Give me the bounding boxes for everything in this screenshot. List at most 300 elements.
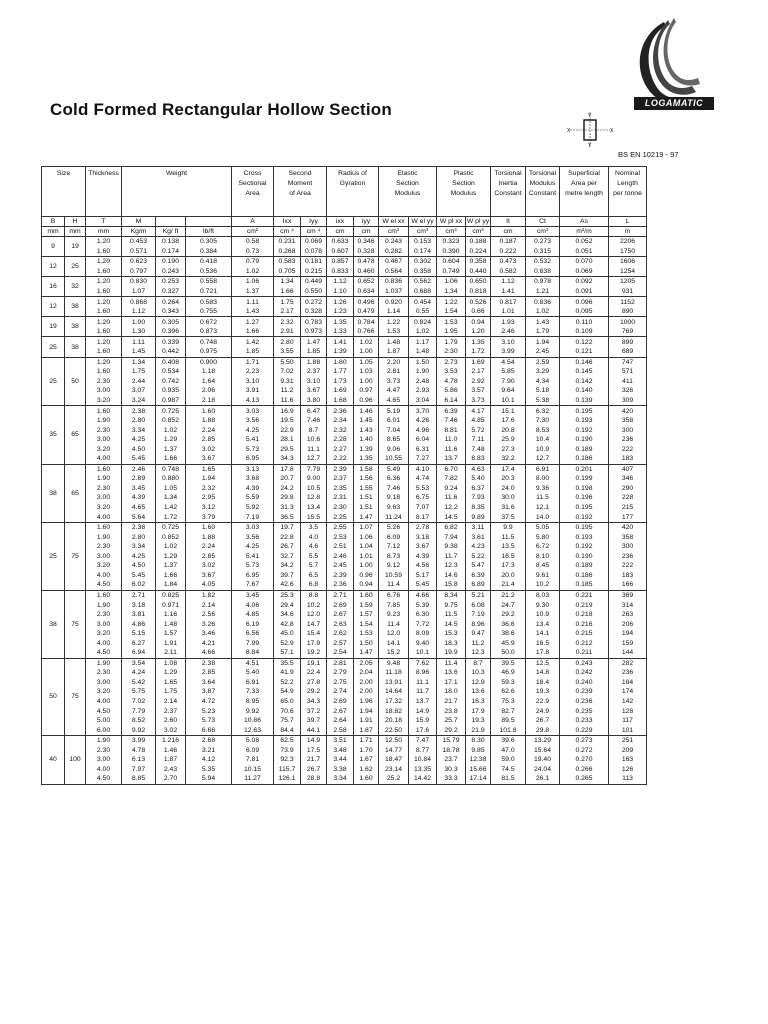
table-cell: 82.7 (491, 706, 526, 716)
table-cell: 113 (609, 774, 647, 784)
table-cell: 2.36 (327, 580, 354, 590)
table-cell: 14.9 (409, 706, 437, 716)
table-cell: 0.825 (156, 590, 186, 600)
table-cell: 0.453 (122, 237, 156, 247)
table-cell: 7.46 (437, 416, 466, 426)
table-cell: 3.20 (86, 687, 122, 697)
table-cell: 17.8 (274, 464, 301, 474)
table-cell: 0.193 (560, 416, 609, 426)
table-cell: 3.48 (327, 745, 354, 755)
table-cell: 0.783 (301, 317, 327, 327)
table-cell: 4.0 (301, 532, 327, 542)
table-cell: 5.92 (232, 503, 274, 513)
table-cell: 0.571 (122, 247, 156, 257)
table-cell: 117 (609, 716, 647, 726)
table-cell: 1.88 (186, 532, 232, 542)
table-cell: 4.74 (409, 474, 437, 484)
table-cell: 54.9 (274, 687, 301, 697)
table-row (42, 484, 647, 494)
table-cell: 10.4 (526, 435, 560, 445)
table-cell: 1.04 (354, 542, 379, 552)
size-b-cell: 50 (42, 658, 65, 735)
table-cell: 3.20 (86, 396, 122, 406)
table-cell: 5.45 (409, 580, 437, 590)
table-cell: 10.3 (466, 668, 491, 678)
table-cell: 44.1 (301, 725, 327, 735)
table-cell: 1.90 (86, 532, 122, 542)
table-cell: 228 (609, 493, 647, 503)
table-row (42, 706, 647, 716)
table-cell: 1.14 (379, 307, 409, 317)
table-cell: 1.37 (232, 287, 274, 297)
table-cell: 17.6 (491, 416, 526, 426)
symbol-cell: W pl yy (466, 218, 490, 225)
table-cell: 2.59 (526, 357, 560, 367)
table-cell: 2.46 (122, 464, 156, 474)
table-cell: 115.7 (274, 765, 301, 775)
table-cell: 20.8 (491, 425, 526, 435)
table-cell: 1.73 (327, 377, 354, 387)
symbol-cell: W el xx (379, 217, 409, 227)
table-cell: 9.36 (526, 484, 560, 494)
table-cell: 3.61 (466, 532, 491, 542)
table-cell: 10.2 (526, 580, 560, 590)
table-cell: 18.47 (379, 755, 409, 765)
size-h-cell: 38 (65, 317, 86, 337)
table-cell: 2.24 (186, 542, 232, 552)
table-cell: 1.11 (232, 297, 274, 307)
table-cell: 2.04 (354, 668, 379, 678)
table-cell: 0.215 (560, 629, 609, 639)
table-cell: 1.22 (379, 317, 409, 327)
symbol-cell: W el yy (409, 217, 437, 227)
table-cell: 10.59 (379, 571, 409, 581)
table-cell: 1.35 (466, 337, 491, 347)
table-cell: 5.38 (526, 396, 560, 406)
table-cell: 4.24 (122, 668, 156, 678)
table-cell: 4.50 (86, 648, 122, 658)
table-cell: 15.64 (526, 745, 560, 755)
table-cell: 10.1 (491, 396, 526, 406)
symbol-cell (156, 217, 186, 227)
table-cell: 1.41 (491, 287, 526, 297)
table-cell: 0.418 (186, 257, 232, 267)
table-cell: 62.5 (274, 735, 301, 745)
table-cell: 7.85 (379, 600, 409, 610)
table-row (42, 619, 647, 629)
table-cell: 6.72 (526, 542, 560, 552)
table-cell: 1.58 (354, 464, 379, 474)
table-cell: 2.71 (122, 590, 156, 600)
table-cell: 4.96 (409, 425, 437, 435)
table-cell: 1.29 (156, 668, 186, 678)
table-cell: 21.9 (466, 725, 491, 735)
table-row (42, 425, 647, 435)
table-cell: 1.50 (354, 638, 379, 648)
symbol-cell: L (609, 217, 647, 227)
table-cell: 1.35 (354, 454, 379, 464)
table-cell: 3.24 (122, 396, 156, 406)
table-cell: 1.88 (186, 416, 232, 426)
table-row (42, 377, 647, 387)
table-cell: 2.57 (327, 638, 354, 648)
section-label-x-left: X (567, 128, 571, 134)
table-cell: 3.73 (466, 396, 491, 406)
table-cell: 0.233 (560, 716, 609, 726)
table-cell: 0.211 (560, 648, 609, 658)
table-cell: 166 (609, 580, 647, 590)
table-cell: 9.00 (301, 474, 327, 484)
table-cell: 0.94 (466, 317, 491, 327)
table-cell: 21.2 (491, 590, 526, 600)
size-h-cell: 32 (65, 277, 86, 297)
table-cell: 5.00 (86, 716, 122, 726)
table-cell: 39.5 (491, 658, 526, 668)
table-cell: 4.00 (86, 571, 122, 581)
table-cell: 3.70 (409, 406, 437, 416)
table-cell: 18.3 (437, 638, 466, 648)
table-cell: 9.12 (379, 561, 409, 571)
table-cell: 3.34 (327, 774, 354, 784)
table-cell: 0.748 (186, 337, 232, 347)
table-cell: 17.8 (526, 648, 560, 658)
table-cell: 0.195 (560, 406, 609, 416)
table-cell: 4.25 (122, 552, 156, 562)
table-cell: 17.3 (491, 561, 526, 571)
table-cell: 12.5 (526, 658, 560, 668)
table-cell: 0.219 (560, 600, 609, 610)
table-cell: 689 (609, 347, 647, 357)
table-cell: 3.21 (186, 745, 232, 755)
table-cell: 0.742 (156, 377, 186, 387)
table-cell: 3.73 (379, 377, 409, 387)
unit-cell: m (609, 227, 647, 237)
table-cell: 1.05 (156, 484, 186, 494)
table-cell: 0.221 (560, 590, 609, 600)
table-cell: 2.30 (86, 668, 122, 678)
table-cell: 6.56 (232, 629, 274, 639)
table-cell: 59.3 (491, 678, 526, 688)
table-cell: 0.242 (560, 668, 609, 678)
header-second-moment: Second Moment of Area (274, 167, 327, 217)
table-cell: 13.7 (409, 697, 437, 707)
table-cell: 5.21 (466, 590, 491, 600)
table-cell: 1.72 (156, 512, 186, 522)
table-cell: 0.190 (156, 257, 186, 267)
table-cell: 7.82 (437, 474, 466, 484)
size-h-cell: 75 (65, 522, 86, 590)
table-cell: 25.3 (274, 590, 301, 600)
table-cell: 6.04 (409, 435, 437, 445)
table-cell: 1.47 (301, 337, 327, 347)
table-cell: 0.836 (379, 277, 409, 287)
table-cell: 4.13 (232, 396, 274, 406)
table-cell: 20.7 (274, 474, 301, 484)
size-b-cell: 40 (42, 735, 65, 784)
table-cell: 33.3 (437, 774, 466, 784)
table-cell: 25.2 (379, 774, 409, 784)
table-cell: 13.91 (379, 678, 409, 688)
table-cell: 0.121 (560, 347, 609, 357)
table-cell: 1.64 (186, 377, 232, 387)
table-cell: 1.80 (327, 357, 354, 367)
table-cell: 0.188 (466, 237, 491, 247)
table-cell: 0.070 (560, 257, 609, 267)
table-cell: 10.2 (301, 600, 327, 610)
table-cell: 2.20 (379, 357, 409, 367)
table-cell: 163 (609, 755, 647, 765)
table-cell: 4.54 (491, 357, 526, 367)
table-cell: 11.5 (526, 493, 560, 503)
table-row (42, 474, 647, 484)
size-h-cell: 19 (65, 237, 86, 257)
table-cell: 3.03 (232, 406, 274, 416)
table-cell: 57.1 (274, 648, 301, 658)
table-cell: 7.99 (232, 638, 274, 648)
table-cell: 4.50 (122, 444, 156, 454)
table-cell: 0.749 (437, 267, 466, 277)
table-cell: 890 (609, 307, 647, 317)
table-cell: 8.77 (409, 745, 437, 755)
table-cell: 16.3 (466, 697, 491, 707)
table-row (42, 580, 647, 590)
table-cell: 9.18 (379, 493, 409, 503)
table-cell: 11.2 (274, 386, 301, 396)
table-cell: 0.868 (122, 297, 156, 307)
table-cell: 1.26 (327, 297, 354, 307)
table-cell: 1.00 (354, 377, 379, 387)
table-cell: 4.65 (122, 503, 156, 513)
table-cell: 17.5 (301, 745, 327, 755)
table-cell: 24.0 (491, 484, 526, 494)
table-cell: 0.766 (354, 327, 379, 337)
table-cell: 4.17 (466, 406, 491, 416)
table-row (42, 493, 647, 503)
table-cell: 1.90 (86, 416, 122, 426)
table-cell: 70.6 (274, 706, 301, 716)
table-cell: 5.73 (232, 444, 274, 454)
table-cell: 0.190 (560, 552, 609, 562)
table-cell: 2.05 (354, 658, 379, 668)
size-h-cell: 65 (65, 464, 86, 522)
table-cell: 1.21 (526, 287, 560, 297)
table-cell: 1.17 (409, 337, 437, 347)
table-cell: 4.12 (186, 755, 232, 765)
table-cell: 5.86 (437, 386, 466, 396)
table-cell: 300 (609, 542, 647, 552)
table-cell: 1.00 (354, 347, 379, 357)
table-cell: 4.39 (122, 493, 156, 503)
table-cell: 0.721 (186, 287, 232, 297)
table-cell: 1.37 (156, 444, 186, 454)
table-cell: 18.4 (526, 678, 560, 688)
size-h-cell: 25 (65, 257, 86, 277)
table-cell: 92.3 (274, 755, 301, 765)
table-cell: 9.89 (466, 512, 491, 522)
table-cell: 9.92 (232, 706, 274, 716)
table-cell: 2.67 (327, 706, 354, 716)
table-cell: 1.66 (232, 327, 274, 337)
table-cell: 15.4 (301, 629, 327, 639)
table-cell: 1.71 (232, 357, 274, 367)
table-cell: 13.35 (409, 765, 437, 775)
table-body (42, 237, 647, 785)
table-cell: 75.3 (491, 697, 526, 707)
table-cell: 0.755 (186, 307, 232, 317)
table-cell: 0.240 (560, 678, 609, 688)
table-cell: 5.15 (122, 629, 156, 639)
table-cell: 8.96 (466, 619, 491, 629)
table-cell: 6.09 (232, 745, 274, 755)
table-cell: 1.29 (156, 552, 186, 562)
table-cell: 0.688 (409, 287, 437, 297)
table-cell: 12.38 (466, 755, 491, 765)
table-cell: 1.94 (186, 474, 232, 484)
table-cell: 2.30 (86, 610, 122, 620)
table-cell: 4.50 (122, 561, 156, 571)
unit-cell: cm (354, 227, 379, 237)
table-cell: 0.243 (560, 658, 609, 668)
table-cell: 8.09 (409, 629, 437, 639)
table-cell: 4.86 (122, 619, 156, 629)
table-cell: 1.40 (354, 435, 379, 445)
table-cell: 18.78 (437, 745, 466, 755)
table-cell: 1000 (609, 317, 647, 327)
table-cell: 1.57 (354, 610, 379, 620)
table-cell: 19.3 (466, 716, 491, 726)
table-row (42, 687, 647, 697)
table-cell: 3.64 (186, 678, 232, 688)
table-cell: 4.78 (122, 745, 156, 755)
unit-cell: cm (327, 227, 354, 237)
table-cell: 0.243 (156, 267, 186, 277)
table-cell: 7.47 (409, 735, 437, 745)
table-cell: 3.34 (122, 542, 156, 552)
unit-cell: cm³ (466, 227, 491, 237)
table-cell: 0.273 (526, 237, 560, 247)
table-cell: 5.45 (122, 454, 156, 464)
unit-cell: cm (491, 227, 526, 237)
size-h-cell: 38 (65, 337, 86, 357)
table-cell: 1.34 (156, 493, 186, 503)
table-cell: 3.12 (186, 503, 232, 513)
table-cell: 7.79 (301, 464, 327, 474)
table-cell: 5.47 (466, 561, 491, 571)
table-cell: 0.189 (560, 561, 609, 571)
table-cell: 2.58 (327, 725, 354, 735)
table-cell: 1.47 (354, 512, 379, 522)
table-cell: 3.10 (232, 377, 274, 387)
header-elastic-section-modulus: Elastic Section Modulus (379, 167, 437, 217)
table-cell: 101 (609, 725, 647, 735)
table-cell: 144 (609, 648, 647, 658)
table-cell: 45.0 (274, 629, 301, 639)
table-cell: 2.18 (186, 396, 232, 406)
table-cell: 0.096 (560, 297, 609, 307)
table-cell: 34.3 (274, 454, 301, 464)
table-cell: 19.3 (526, 687, 560, 697)
table-cell: 14.7 (301, 619, 327, 629)
table-cell: 0.189 (560, 444, 609, 454)
table-cell: 2.37 (301, 367, 327, 377)
table-cell: 2.28 (327, 435, 354, 445)
table-cell: 0.824 (409, 317, 437, 327)
table-cell: 10.9 (526, 444, 560, 454)
table-cell: 0.222 (491, 247, 526, 257)
rectangular-section-icon (566, 112, 614, 148)
table-cell: 2.48 (409, 377, 437, 387)
table-cell: 6.19 (232, 619, 274, 629)
table-cell: 7.81 (232, 755, 274, 765)
table-cell: 9.85 (466, 745, 491, 755)
table-cell: 1.42 (156, 503, 186, 513)
table-cell: 1.216 (156, 735, 186, 745)
table-cell: 0.725 (156, 406, 186, 416)
table-cell: 22.8 (274, 532, 301, 542)
table-cell: 0.146 (560, 357, 609, 367)
table-cell: 8.81 (437, 425, 466, 435)
table-cell: 0.66 (466, 307, 491, 317)
table-cell: 0.564 (379, 267, 409, 277)
table-cell: 3.67 (301, 386, 327, 396)
table-cell: 7.62 (409, 658, 437, 668)
table-cell: 5.22 (466, 552, 491, 562)
table-cell: 4.66 (186, 648, 232, 658)
table-cell: 1.03 (354, 367, 379, 377)
table-cell: 3.34 (122, 425, 156, 435)
table-cell: 1.69 (466, 357, 491, 367)
table-cell: 9.31 (274, 377, 301, 387)
table-cell: 3.80 (301, 396, 327, 406)
table-cell: 12.0 (301, 610, 327, 620)
table-cell: 209 (609, 745, 647, 755)
size-b-cell: 16 (42, 277, 65, 297)
table-cell: 7.90 (491, 377, 526, 387)
table-cell: 0.273 (560, 735, 609, 745)
table-cell: 5.49 (379, 464, 409, 474)
table-cell: 1.11 (122, 337, 156, 347)
table-cell: 8.10 (526, 552, 560, 562)
table-cell: 1.54 (437, 307, 466, 317)
table-cell: 2.00 (354, 687, 379, 697)
table-cell: 6.37 (466, 484, 491, 494)
table-row (42, 247, 647, 257)
table-cell: 1.60 (86, 247, 122, 257)
table-cell: 13.29 (526, 735, 560, 745)
header-radius-of-gyration: Radius of Gyration (327, 167, 379, 217)
table-cell: 1.60 (186, 522, 232, 532)
table-cell: 59.0 (491, 755, 526, 765)
table-cell: 2.14 (156, 697, 186, 707)
table-cell: 194 (609, 629, 647, 639)
table-cell: 11.7 (409, 687, 437, 697)
table-cell: 1.87 (156, 755, 186, 765)
table-cell: 4.85 (232, 610, 274, 620)
table-cell: 1.02 (232, 267, 274, 277)
table-cell: 6.32 (526, 406, 560, 416)
table-cell: 12.63 (232, 725, 274, 735)
table-cell: 47.0 (491, 745, 526, 755)
table-cell: 101.8 (491, 725, 526, 735)
table-cell: 2.44 (122, 377, 156, 387)
size-b-cell: 12 (42, 257, 65, 277)
table-cell: 4.39 (232, 484, 274, 494)
table-cell: 11.7 (437, 552, 466, 562)
table-cell: 236 (609, 668, 647, 678)
table-cell: 6.82 (437, 522, 466, 532)
table-cell: 2.32 (186, 484, 232, 494)
table-cell: 4.25 (122, 435, 156, 445)
